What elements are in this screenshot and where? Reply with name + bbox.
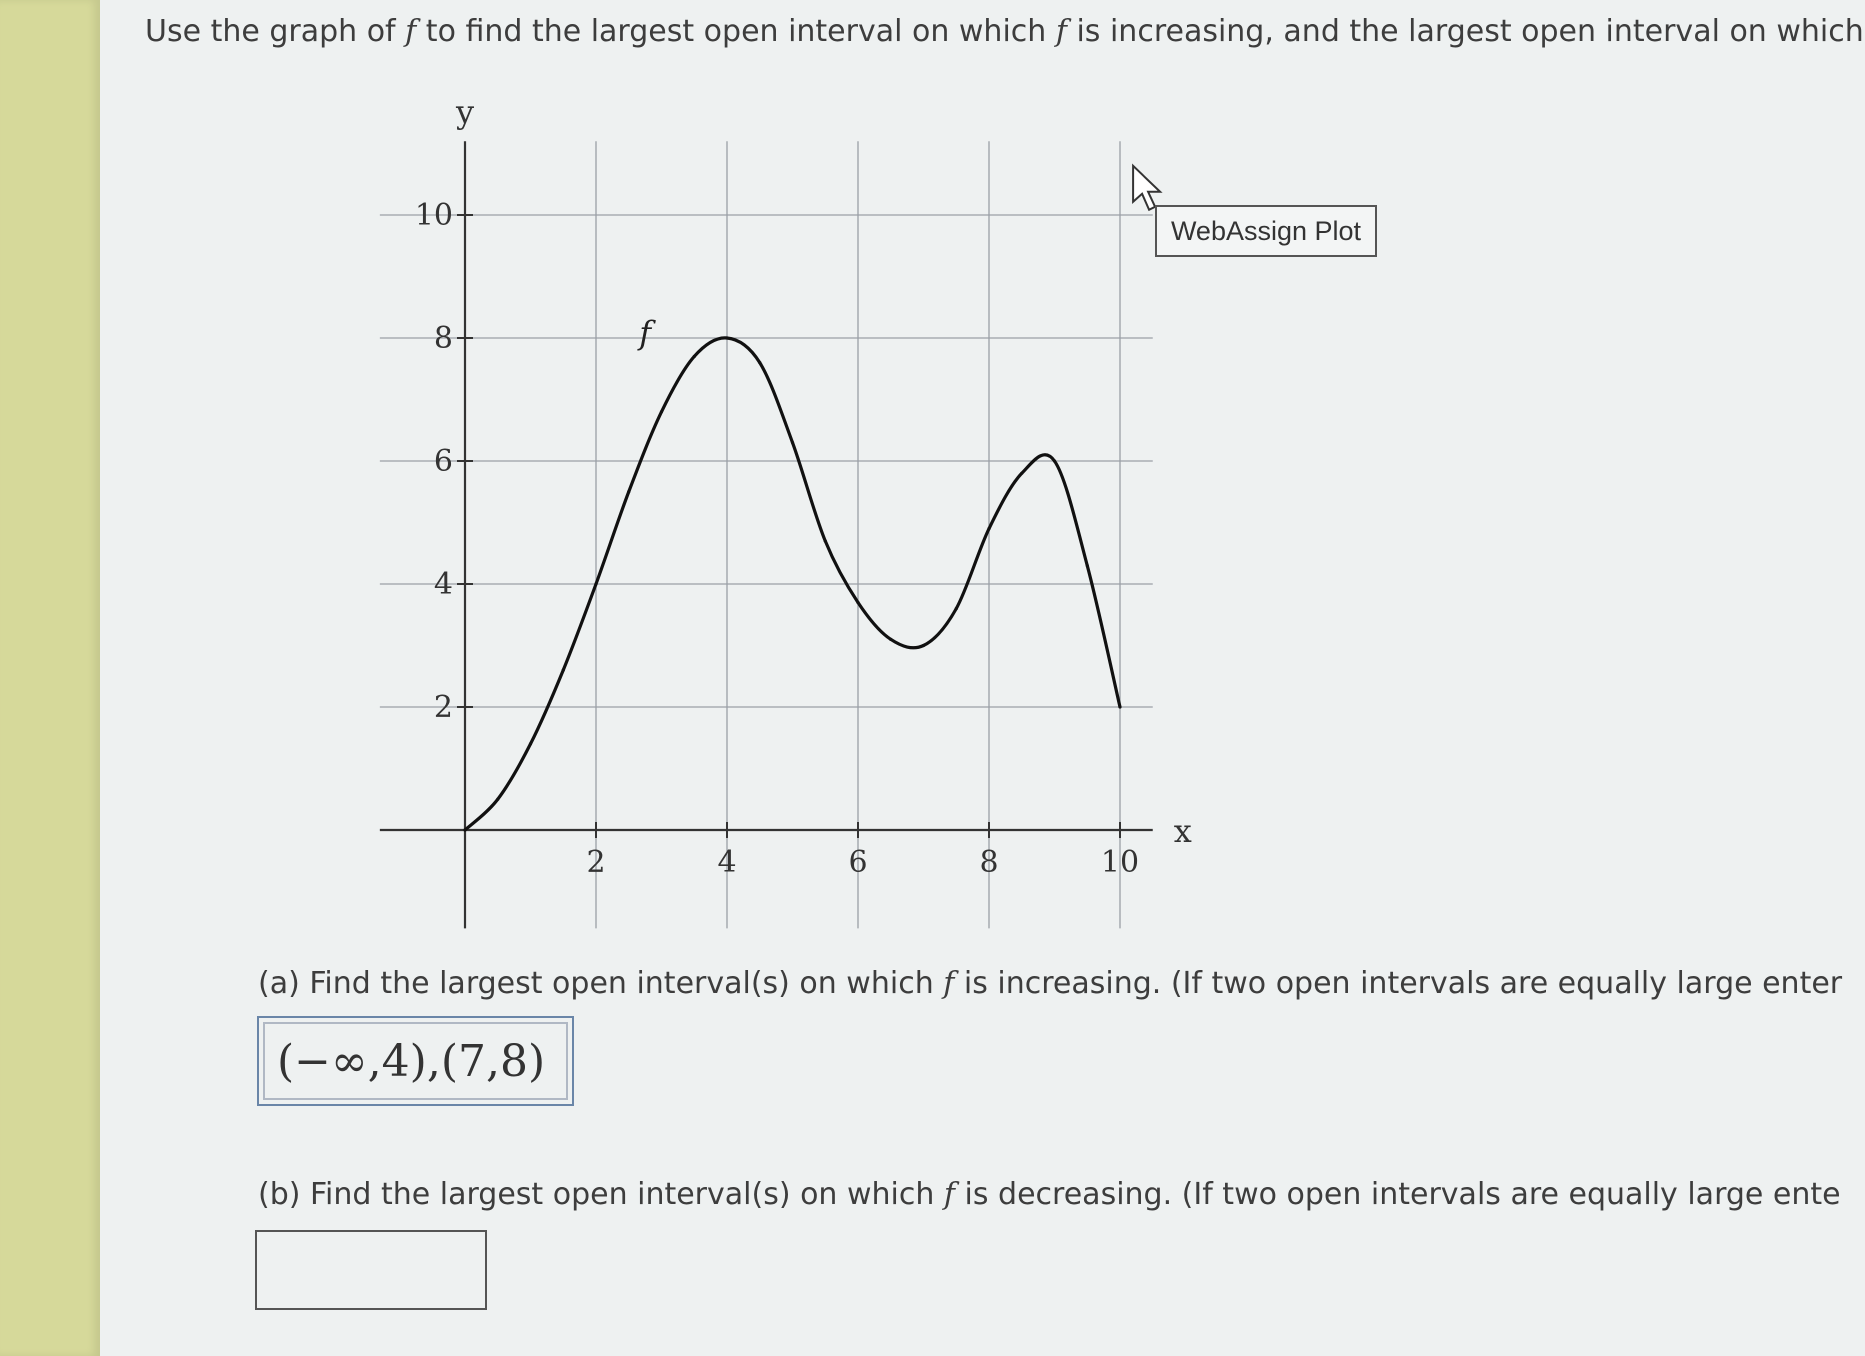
y-tick-label: 4: [433, 567, 453, 602]
curve-data-point: [693, 355, 696, 358]
curve-data-point: [856, 601, 859, 604]
curve-data-point: [725, 336, 728, 339]
part-b-prompt: (b) Find the largest open interval(s) on which f is decreasing. (If two open intervals are equally large ente: [258, 1177, 1841, 1212]
curve-data-point: [529, 742, 532, 745]
curve-data-point: [627, 490, 630, 493]
x-tick-label: 4: [717, 845, 737, 880]
curve-data-point: [1053, 459, 1056, 462]
function-graph: [370, 95, 1270, 955]
x-tick-label: 10: [1100, 845, 1140, 880]
x-tick-label: 8: [979, 845, 999, 880]
curve-data-point: [463, 828, 466, 831]
curve-data-point: [758, 361, 761, 364]
y-axis-label: y: [455, 95, 475, 132]
question-text: Use the graph of f to find the largest open interval on which f is increasing, and the largest open interval on which: [145, 14, 1864, 49]
curve-data-point: [791, 441, 794, 444]
part-b-answer-field[interactable]: [255, 1230, 487, 1310]
y-tick-label: 2: [433, 690, 453, 725]
x-tick-label: 2: [586, 845, 606, 880]
part-a-answer-field[interactable]: (−∞,4),(7,8): [257, 1016, 574, 1106]
curve-data-point: [987, 527, 990, 530]
part-a-prompt: (a) Find the largest open interval(s) on which f is increasing. (If two open intervals are equally large enter: [258, 966, 1843, 1001]
left-margin-strip: [0, 0, 100, 1356]
curve-data-point: [562, 669, 565, 672]
curve-data-point: [955, 607, 958, 610]
curve-data-point: [594, 582, 597, 585]
curve-data-point: [496, 798, 499, 801]
curve-data-point: [1086, 564, 1089, 567]
curve-label: f: [639, 314, 652, 353]
x-tick-label: 6: [848, 845, 868, 880]
curve-data-point: [824, 539, 827, 542]
curve-data-point: [889, 638, 892, 641]
curve-data-point: [1118, 705, 1121, 708]
y-tick-label: 10: [414, 198, 453, 233]
curve-data-point: [1020, 472, 1023, 475]
webassign-plot-label: WebAssign Plot: [1155, 205, 1377, 257]
curve-data-point: [922, 644, 925, 647]
y-tick-label: 8: [433, 321, 453, 356]
curve-data-point: [660, 410, 663, 413]
y-tick-label: 6: [433, 444, 453, 479]
chart-svg: [370, 95, 1270, 955]
x-axis-label: x: [1173, 812, 1192, 850]
mouse-pointer-icon: [1133, 166, 1160, 210]
